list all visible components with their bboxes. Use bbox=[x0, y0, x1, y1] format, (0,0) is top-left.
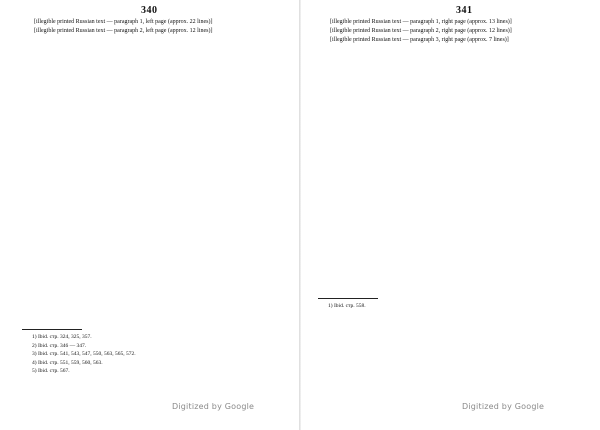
footnotes bbox=[328, 302, 478, 311]
body-text bbox=[22, 18, 284, 325]
footnote: 1) Ibid. стр. 558. bbox=[328, 303, 366, 309]
footnote-divider bbox=[318, 298, 378, 299]
footnote: 2) Ibid. стр. 346 — 347. bbox=[32, 342, 87, 349]
paragraph: [illegible printed Russian text — paragraph 2, right page (approx. 12 lines)] bbox=[330, 27, 512, 34]
page-number: 340 bbox=[141, 5, 158, 16]
paragraph: [illegible printed Russian text — paragraph 3, right page (approx. 7 lines)] bbox=[330, 36, 509, 43]
body-text bbox=[318, 18, 584, 297]
page-number: 341 bbox=[456, 5, 473, 16]
footnote-divider bbox=[22, 329, 82, 330]
right-page bbox=[300, 0, 600, 430]
paragraph: [illegible printed Russian text — paragraph 1, right page (approx. 13 lines)] bbox=[330, 19, 512, 25]
footnote: 4) Ibid. стр. 551, 559, 560, 563. bbox=[32, 359, 103, 366]
paragraph: [illegible printed Russian text — paragraph 1, left page (approx. 22 lines)] bbox=[34, 19, 213, 25]
paragraph: [illegible printed Russian text — paragraph 2, left page (approx. 12 lines)] bbox=[34, 27, 213, 34]
footnotes bbox=[32, 333, 182, 376]
footnote: 3) Ibid. стр. 541, 543, 547, 550, 563, 565, 572. bbox=[32, 351, 136, 357]
google-watermark: Digitized by Google bbox=[462, 402, 545, 411]
footnote: 1) Ibid. стр. 324, 325, 357. bbox=[32, 334, 92, 340]
footnote: 5) Ibid. стр. 567. bbox=[32, 368, 70, 374]
google-watermark: Digitized by Google bbox=[172, 402, 255, 411]
